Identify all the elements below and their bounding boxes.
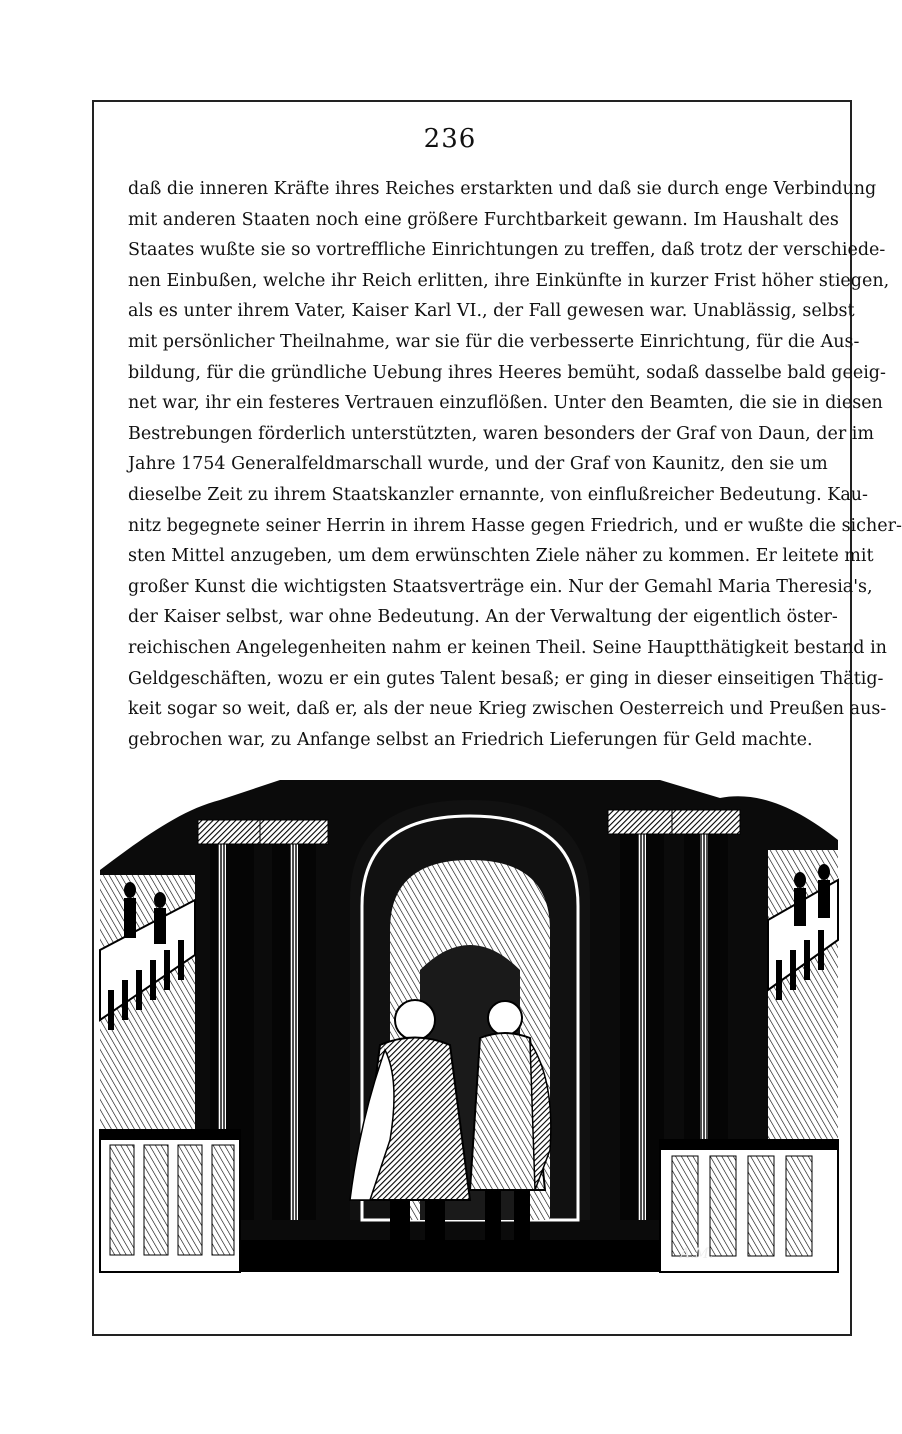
text-line: net war, ihr ein festeres Vertrauen einzuflößen. Unter den Beamten, die sie in diesen xyxy=(128,393,883,414)
engraving-illustration xyxy=(100,780,838,1272)
text-line: mit anderen Staaten noch eine größere Furchtbarkeit gewann. Im Haushalt des xyxy=(128,209,839,230)
text-line: dieselbe Zeit zu ihrem Staatskanzler ernannte, von einflußreicher Bedeutung. Kau- xyxy=(128,484,868,505)
text-line: bildung, für die gründliche Uebung ihres Heeres bemüht, sodaß dasselbe bald geeig- xyxy=(128,362,886,383)
text-line: großer Kunst die wichtigsten Staatsverträge ein. Nur der Gemahl Maria Theresia's, xyxy=(128,576,873,597)
text-line: der Kaiser selbst, war ohne Bedeutung. An der Verwaltung der eigentlich öster- xyxy=(128,607,838,628)
text-line: gebrochen war, zu Anfange selbst an Friedrich Lieferungen für Geld machte. xyxy=(128,729,813,750)
text-line: daß die inneren Kräfte ihres Reiches erstarkten und daß sie durch enge Verbindung xyxy=(128,179,877,199)
text-line: sten Mittel anzugeben, um dem erwünschten Ziele näher zu kommen. Er leitete mit xyxy=(128,546,874,567)
text-line: Bestrebungen förderlich unterstützten, waren besonders der Graf von Daun, der im xyxy=(128,423,874,444)
text-line: als es unter ihrem Vater, Kaiser Karl VI., der Fall gewesen war. Unablässig, selbst xyxy=(128,301,855,322)
text-line: Jahre 1754 Generalfeldmarschall wurde, und der Graf von Kaunitz, den sie um xyxy=(128,454,828,475)
engraver-signature: A.M. xyxy=(680,1246,714,1262)
text-line: reichischen Angelegenheiten nahm er keinen Theil. Seine Hauptthätigkeit bestand in xyxy=(128,637,887,658)
text-line: Geldgeschäften, wozu er ein gutes Talent besaß; er ging in dieser einseitigen Thätig- xyxy=(128,668,884,689)
text-line: keit sogar so weit, daß er, als der neue Krieg zwischen Oesterreich und Preußen aus- xyxy=(128,699,887,720)
page-number: 236 xyxy=(423,124,477,154)
body-text xyxy=(128,174,902,755)
text-line: mit persönlicher Theilnahme, war sie für die verbesserte Einrichtung, für die Aus- xyxy=(128,331,860,352)
text-line: nen Einbußen, welche ihr Reich erlitten, ihre Einkünfte in kurzer Frist höher stiegen, xyxy=(128,270,890,291)
text-line: nitz begegnete seiner Herrin in ihrem Hasse gegen Friedrich, und er wußte die sicher- xyxy=(128,515,902,536)
text-line: Staates wußte sie so vortreffliche Einrichtungen zu treffen, daß trotz der verschiede- xyxy=(128,240,886,261)
